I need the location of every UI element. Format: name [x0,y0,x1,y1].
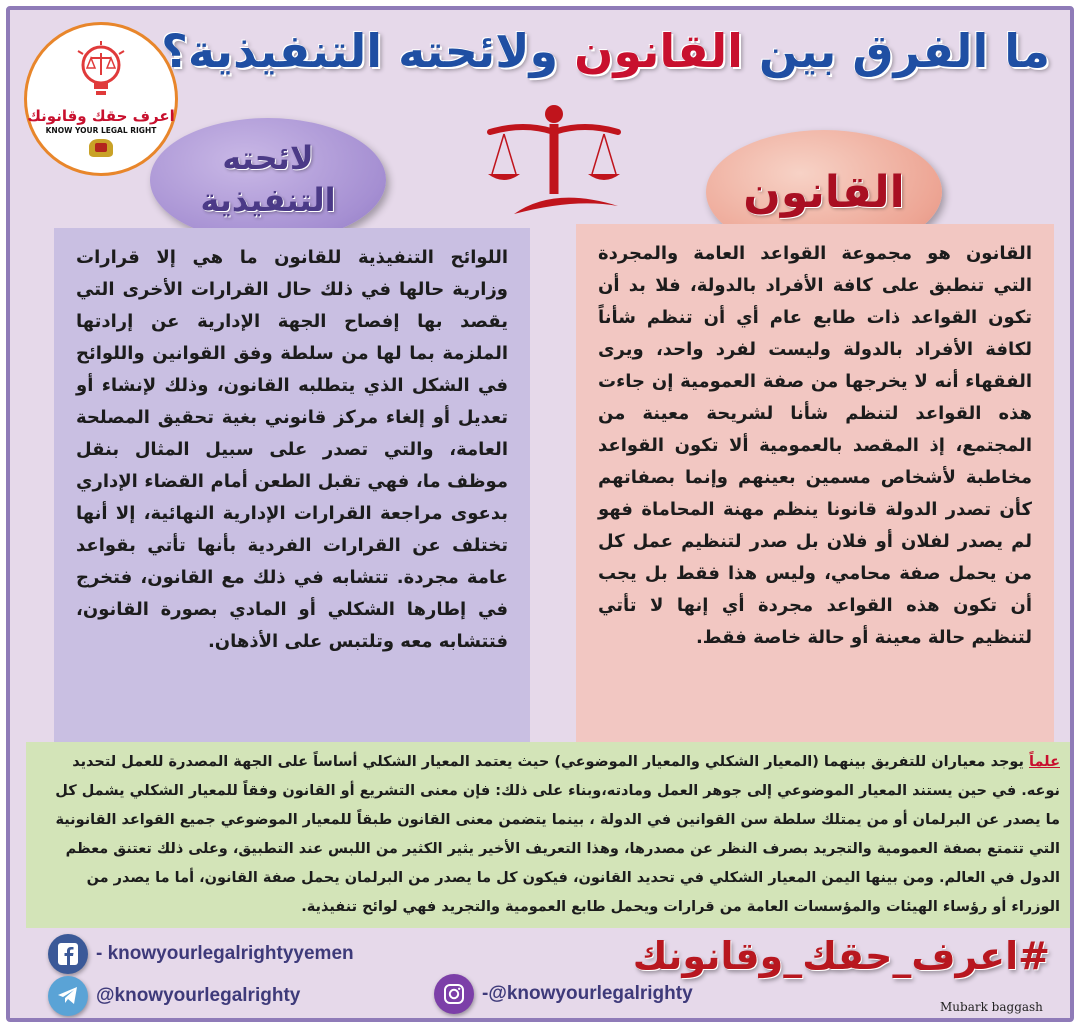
telegram-handle[interactable]: @knowyourlegalrighty [96,985,301,1006]
page-title [161,24,1050,79]
facebook-icon[interactable] [48,934,88,974]
instagram-handle[interactable]: -@knowyourlegalrighty [482,983,693,1004]
title-part-2: القانون [574,24,743,78]
facebook-handle[interactable]: - knowyourlegalrightyyemen [96,943,354,964]
lightbulb-scale-icon [74,41,128,105]
regulation-text-panel: اللوائح التنفيذية للقانون ما هي إلا قرارات وزارية حالها في ذلك حال القرارات الأخرى التي يقصد بها إفصاح الجهة الإدارية عن إرادتها الملزمة بما لها من سلطة وفق القوانين واللوائح في الشكل الذي يتطلبه القانون، وذلك لإنشاء أو تعديل أو إلغاء مركز قانوني بغية تحقيق المصلحة العامة، والتي تصدر على سبيل المثال بنقل موظف ما، فهي تقبل الطعن أمام القضاء الإداري بدعوى مراجعة القرارات الإدارية النهائية، إلا أنها تختلف عن القرارات الفردية بأنها تأتي بقواعد عامة مجردة. تتشابه في ذلك مع القانون، فتخرج في إطارها الشكلي أو المادي بصورة القانون، فتتشابه معه وتلتبس على الأذهان. [54,228,530,744]
title-part-1: ما الفرق بين [758,24,1050,78]
yemen-emblem-icon [89,139,113,157]
author-signature: Mubark baggash [940,1000,1043,1014]
regulation-heading-badge [150,118,386,242]
instagram-icon[interactable] [434,974,474,1014]
logo-english-text: KNOW YOUR LEGAL RIGHT [45,126,157,135]
logo-arabic-text: اعرف حقك وقانونك [27,107,175,125]
note-box [26,742,1074,928]
justice-scale-icon [484,102,624,222]
infographic-frame [6,6,1074,1022]
regulation-heading: لائحته التنفيذية [200,139,336,219]
hashtag-text: #اعرف_حقك_وقانونك [632,934,1050,978]
facebook-link[interactable] [48,934,354,974]
note-body: يوجد معياران للتفريق بينهما (المعيار الشكلي والمعيار الموضوعي) حيث يعتمد المعيار الشكلي أساساً على الجهة المصدرة للعمل لتحديد نوعه. في حين يستند المعيار الموضوعي إلى جوهر العمل ومادته،وبناء على ذلك: فإن معنى التشريع أو القانون وفقاً للمعيار الشكلي يشمل كل ما يصدر عن البرلمان أو من يمتلك سلطة سن القوانين في الدولة ، بينما يتضمن معنى القانون طبقاً للمعيار الموضوعي جميع القواعد القانونية التي تتمتع بصفة العمومية والتجريد بصرف النظر عن مصدرها، وهذا التعريف الأخير يثير الكثير من اللبس عند التطبيق، وعلى ذلك تعتنق معظم الدول في العالم. ومن بينها اليمن المعيار الشكلي في تحديد القانون، فيكون كل ما يصدر من البرلمان يحمل صفة القانون، أما ما يصدر من الوزراء أو رؤساء الهيئات والمؤسسات العامة من قرارات ويحمل طابع العمومية والتجريد فهي لوائح تنفيذية. [55,754,1060,915]
law-heading: القانون [743,166,905,218]
title-part-3: ولائحته التنفيذية؟ [161,24,559,78]
law-text-panel: القانون هو مجموعة القواعد العامة والمجردة التي تنطبق على كافة الأفراد بالدولة، فلا بد أن تكون القواعد ذات طابع عام أي أن تنظم شأناً لكافة الأفراد بالدولة وليست لفرد واحد، ويرى الفقهاء أنه لا يخرجها من صفة العمومية إن جاءت هذه القواعد لتنظم شأنا لشريحة معينة من المجتمع، إذ المقصد بالعمومية ألا تكون القواعد مخاطبة لأشخاص مسمين بعينهم وإنما بصفاتهم كأن تصدر الدولة قانونا ينظم مهنة المحاماة فهو لم يصدر لفلان أو فلان بل صدر لتنظيم عمل كل من يحمل صفة محامي، وليس هذا فقط بل يجب أن تكون هذه القواعد مجردة أي إنها لا تأتي لتنظيم حالة معينة أو حالة خاصة فقط. [576,224,1054,742]
telegram-link[interactable] [48,976,300,1016]
instagram-link[interactable] [434,974,693,1014]
note-lead: علماً [1029,754,1060,770]
telegram-icon[interactable] [48,976,88,1016]
